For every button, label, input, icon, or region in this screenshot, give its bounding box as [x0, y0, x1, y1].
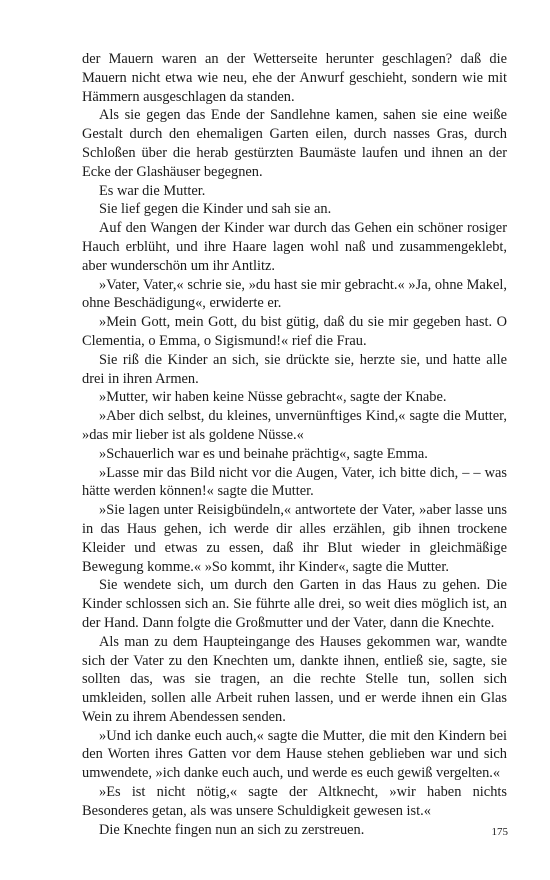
paragraph: »Aber dich selbst, du kleines, unvernünftiges Kind,« sagte die Mutter, »das mir lieber ist als goldene Nüsse.«: [82, 408, 507, 443]
paragraph: »Mutter, wir haben keine Nüsse gebracht«, sagte der Knabe.: [99, 389, 447, 406]
paragraph: »Sie lagen unter Reisigbündeln,« antwortete der Vater, »aber lasse uns in das Haus gehen, ich werde dir alles erzählen, gib ihnen trockene Kleider und etwas zu essen, daß ihr Blut wieder in gleichmäßige Bewegung komme.« »So kommt, ihr Kinder«, sagte die Mutter.: [82, 502, 507, 575]
paragraph: »Lasse mir das Bild nicht vor die Augen, Vater, ich bitte dich, – – was hätte werden können!« sagte die Mutter.: [82, 464, 507, 500]
paragraph: »Vater, Vater,« schrie sie, »du hast sie mir gebracht.« »Ja, ohne Makel, ohne Beschädigung«, erwiderte er.: [82, 276, 507, 312]
paragraph: Sie lief gegen die Kinder und sah sie an.: [99, 201, 332, 218]
paragraph: »Mein Gott, mein Gott, du bist gütig, daß du sie mir gegeben hast. O Clementia, o Emma, o Sigismund!« rief die Frau.: [82, 314, 507, 349]
paragraph: »Es ist nicht nötig,« sagte der Altknecht, »wir haben nichts Besonderes getan, als was unsere Schuldigkeit gewesen ist.«: [82, 784, 507, 819]
page-body: [82, 50, 507, 839]
paragraph: »Schauerlich war es und beinahe prächtig«, sagte Emma.: [99, 445, 428, 462]
paragraph: Als man zu dem Haupteingange des Hauses gekommen war, wandte sich der Vater zu den Knechten um, dankte ihnen, entließ sie, sagte, sie sollten das, was sie tragen, an die rechte Stelle tun, sollen sich umkleiden, sollen alle Arbeit ruhen lassen, und er werde ihnen ein Glas Wein zu ihrem Abendessen senden.: [82, 633, 507, 725]
paragraph: Sie wendete sich, um durch den Garten in das Haus zu gehen. Die Kinder schlossen sich an. Sie führte alle drei, so weit dies möglich ist, an der Hand. Dann folgte die Großmutter und der Vater, dann die Knechte.: [82, 577, 507, 631]
paragraph: Als sie gegen das Ende der Sandlehne kamen, sahen sie eine weiße Gestalt durch den ehemaligen Garten eilen, durch nasses Gras, durch Schloßen über die herab gestürzten Baumäste laufen und ihnen an der Ecke der Glashäuser begegnen.: [82, 107, 507, 180]
paragraph: Auf den Wangen der Kinder war durch das Gehen ein schöner rosiger Hauch erblüht, und ihre Haare lagen wohl naß und zusammengeklebt, aber wunderschön um ihr Antlitz.: [82, 220, 507, 274]
paragraph: »Und ich danke euch auch,« sagte die Mutter, die mit den Kindern bei den Worten ihres Gatten vor dem Hause stehen geblieben war und sich umwendete, »ich danke euch auch, und werde es euch gewiß vergelten.«: [82, 727, 507, 782]
paragraph: Die Knechte fingen nun an sich zu zerstreuen.: [99, 821, 365, 838]
page-number: 175: [491, 826, 508, 838]
paragraph: Es war die Mutter.: [99, 182, 206, 199]
paragraph: Sie riß die Kinder an sich, sie drückte sie, herzte sie, und hatte alle drei in ihren Armen.: [82, 351, 507, 387]
paragraph-continued: der Mauern waren an der Wetterseite herunter geschlagen? daß die Mauern nicht etwa wie neu, ehe der Anwurf geschieht, sondern wie mit Hämmern ausgeschlagen da standen.: [82, 51, 507, 105]
